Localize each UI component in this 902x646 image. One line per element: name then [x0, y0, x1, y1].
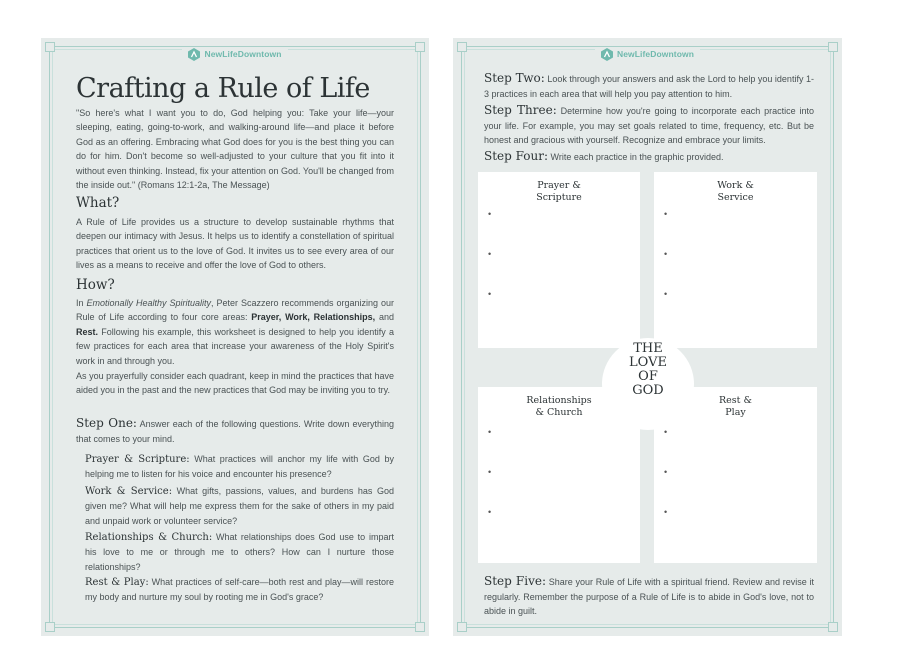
core-areas: Prayer, Work, Relationships, [251, 312, 376, 323]
corner-ornament [828, 622, 838, 632]
how-paragraph-2: As you prayerfully consider each quadrant, keep in mind the practices that have aided you in the past and the new practices that God may be inviting you to try. [76, 371, 394, 396]
logo-text: NewLifeDowntown [616, 48, 695, 59]
corner-ornament [45, 622, 55, 632]
what-heading: What? [76, 195, 120, 211]
question-prayer: Prayer & Scripture: What practices will anchor my life with God by helping me to listen for his voice and encounter his presence? [85, 454, 394, 480]
bullet: • [488, 507, 492, 517]
what-paragraph: A Rule of Life provides us a structure to develop sustainable rhythms that deepen our intimacy with Jesus. It helps us to identify a constellation of spiritual practices that orient us to the love of God. It invites us to see every area of our lives as a means to receive and offer the love of God to others. [76, 217, 394, 271]
step-four-label: Step Four: [484, 149, 549, 163]
bullet: • [664, 249, 668, 259]
corner-ornament [457, 622, 467, 632]
logo-icon [601, 48, 613, 61]
bullet: • [664, 507, 668, 517]
bullet: • [664, 467, 668, 477]
bullet: • [488, 249, 492, 259]
quadrant-prayer-scripture[interactable]: Prayer & Scripture • • • [478, 172, 640, 348]
step-two: Step Two: Look through your answers and ask the Lord to help you identify 1-3 practices in each area that will help you pay attention to him. [484, 71, 814, 99]
quadrant-rest-play[interactable]: Rest & Play • • • [654, 387, 817, 563]
step-three-label: Step Three: [484, 103, 557, 117]
book-title: Emotionally Healthy Spirituality [86, 298, 212, 308]
worksheet-page-2 [453, 38, 842, 636]
question-relationships: Relationships & Church: What relationships does God use to impart his love to me or through me to others? How can I nurture those relationships? [85, 532, 394, 572]
question-rest: Rest & Play: What practices of self-care—both rest and play—will restore my body and nurture my soul by rooting me in God's grace? [85, 577, 395, 603]
logo-icon [188, 48, 200, 61]
step-one-label: Step One: [76, 416, 137, 430]
step-five-label: Step Five: [484, 574, 546, 588]
bullet: • [488, 427, 492, 437]
bullet: • [664, 209, 668, 219]
logo-text: NewLifeDowntown [204, 48, 282, 59]
love-of-god-label: THE LOVE OF GOD [629, 341, 667, 398]
worksheet-page-1 [41, 38, 429, 636]
corner-ornament [415, 622, 425, 632]
step-three: Step Three: Determine how you're going to incorporate each practice into your life. For example, you may set goals related to time, frequency, etc. But be honest and gracious with yourself. Recognize and embrace your limits. [484, 103, 814, 145]
step-one: Step One: Answer each of the following questions. Write down everything that comes to your mind. [76, 416, 394, 444]
how-heading: How? [76, 277, 115, 293]
scripture-quote: "So here's what I want you to do, God helping you: Take your life—your sleeping, eating, going-to-work, and walking-around life—and place it before God as an offering. Embracing what God does for you is the best thing you can do for him. Don't become so well-adjusted to your culture that you fit into it without even thinking. Instead, fix your attention on God. You'll be changed from the inside out." (Romans 12:1-2a, The Message) [76, 108, 394, 191]
quadrant-work-service[interactable]: Work & Service • • • [654, 172, 817, 348]
brand-logo [453, 48, 842, 62]
bullet: • [664, 289, 668, 299]
bullet: • [664, 427, 668, 437]
quadrant-relationships-church[interactable]: Relationships & Church • • • [478, 387, 640, 563]
bullet: • [488, 467, 492, 477]
step-four: Step Four: Write each practice in the graphic provided. [484, 149, 724, 163]
step-five: Step Five: Share your Rule of Life with a spiritual friend. Review and revise it regularly. Remember the purpose of a Rule of Life is to abide in God's love, not to abide in guilt. [484, 574, 814, 616]
question-work: Work & Service: What gifts, passions, values, and burdens has God given me? What will help me express them for the sake of others in my paid and unpaid work or volunteer service? [85, 486, 394, 526]
step-two-label: Step Two: [484, 71, 545, 85]
how-paragraph: In Emotionally Healthy Spirituality, Peter Scazzero recommends organizing our Rule of Life according to four core areas: Prayer, Work, Relationships, and Rest. Following his example, this worksheet is designed to help you identify a few practices for each area that increase your awareness of the Holy Spirit's work in and through you. [76, 298, 394, 366]
brand-logo [41, 48, 429, 62]
page-title: Crafting a Rule of Life [76, 73, 370, 104]
bullet: • [488, 289, 492, 299]
bullet: • [488, 209, 492, 219]
